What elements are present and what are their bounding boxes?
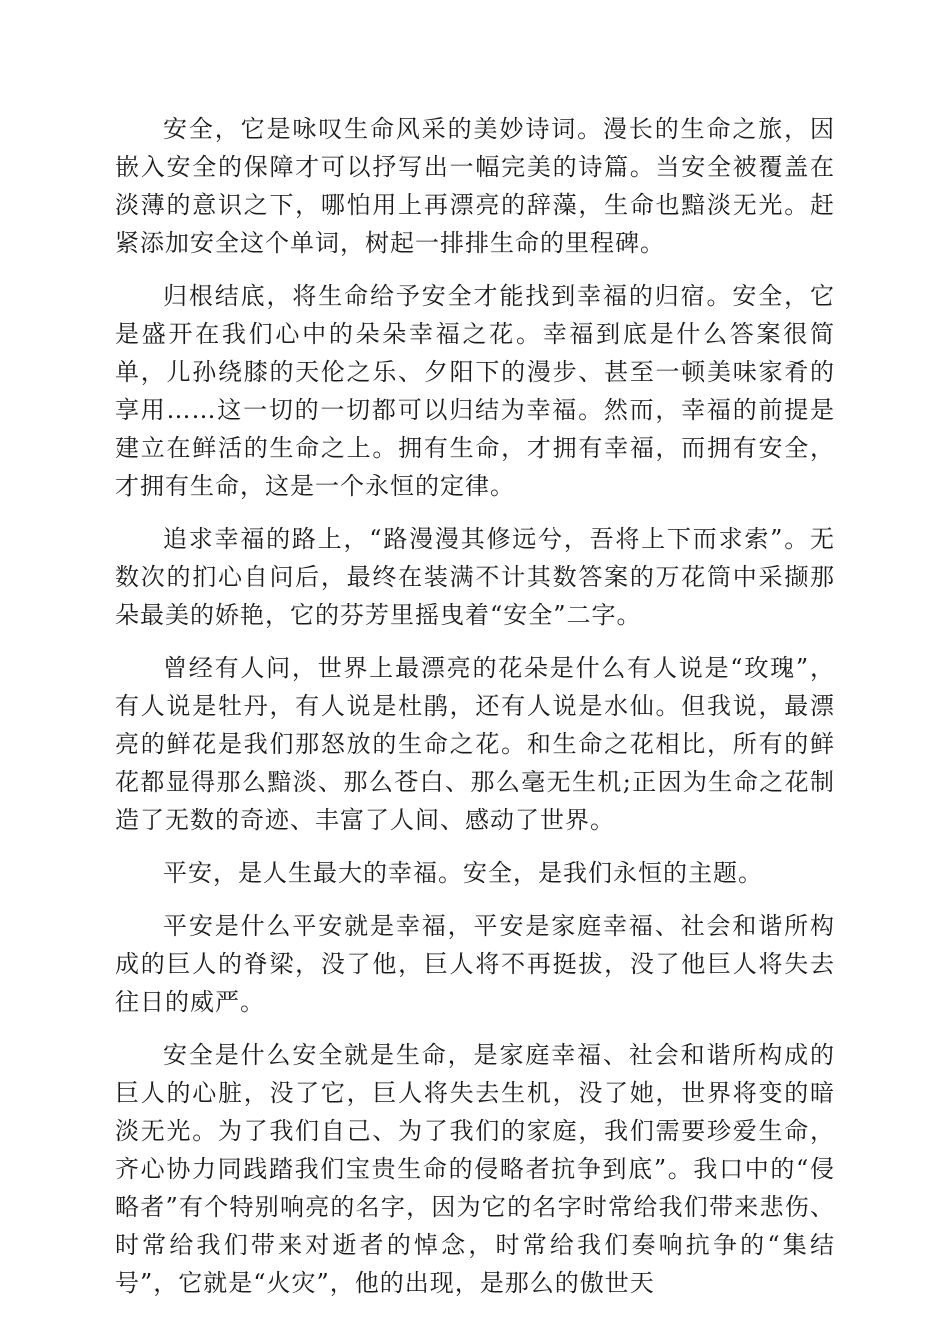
paragraph-6: 平安是什么平安就是幸福，平安是家庭幸福、社会和谐所构成的巨人的脊梁，没了他，巨人将不再挺拔，没了他巨人将失去往日的威严。: [115, 912, 835, 1016]
paragraph-5: 平安，是人生最大的幸福。安全，是我们永恒的主题。: [163, 859, 763, 887]
paragraph-3: 追求幸福的路上，“路漫漫其修远兮，吾将上下而求索”。无数次的扪心自问后，最终在装满不计其数答案的万花筒中采撷那朵最美的娇艳，它的芬芳里摇曳着“安全”二字。: [115, 525, 835, 629]
paragraph-7: 安全是什么安全就是生命，是家庭幸福、社会和谐所构成的巨人的心脏，没了它，巨人将失去生机，没了她，世界将变的暗淡无光。为了我们自己、为了我们的家庭，我们需要珍爱生命，齐心协力同践踏我们宝贵生命的侵略者抗争到底”。我口中的“侵略者”有个特别响亮的名字，因为它的名字时常给我们带来悲伤、时常给我们带来对逝者的悼念，时常给我们奏响抗争的“集结号”，它就是“火灾”，他的出现，是那么的傲世天: [115, 1041, 835, 1297]
document-body: [115, 110, 835, 1317]
paragraph-2: 归根结底，将生命给予安全才能找到幸福的归宿。安全，它是盛开在我们心中的朵朵幸福之花。幸福到底是什么答案很简单，儿孙绕膝的天伦之乐、夕阳下的漫步、甚至一顿美味家肴的享用……这一切的一切都可以归结为幸福。然而，幸福的前提是建立在鲜活的生命之上。拥有生命，才拥有幸福，而拥有安全，才拥有生命，这是一个永恒的定律。: [115, 282, 835, 500]
paragraph-4: 曾经有人问，世界上最漂亮的花朵是什么有人说是“玫瑰”，有人说是牡丹，有人说是杜鹃，还有人说是水仙。但我说，最漂亮的鲜花是我们那怒放的生命之花。和生命之花相比，所有的鲜花都显得那么黯淡、那么苍白、那么毫无生机;正因为生命之花制造了无数的奇迹、丰富了人间、感动了世界。: [115, 654, 835, 834]
paragraph-1: 安全，它是咏叹生命风采的美妙诗词。漫长的生命之旅，因嵌入安全的保障才可以抒写出一幅完美的诗篇。当安全被覆盖在淡薄的意识之下，哪怕用上再漂亮的辞藻，生命也黯淡无光。赶紧添加安全这个单词，树起一排排生命的里程碑。: [115, 115, 835, 257]
